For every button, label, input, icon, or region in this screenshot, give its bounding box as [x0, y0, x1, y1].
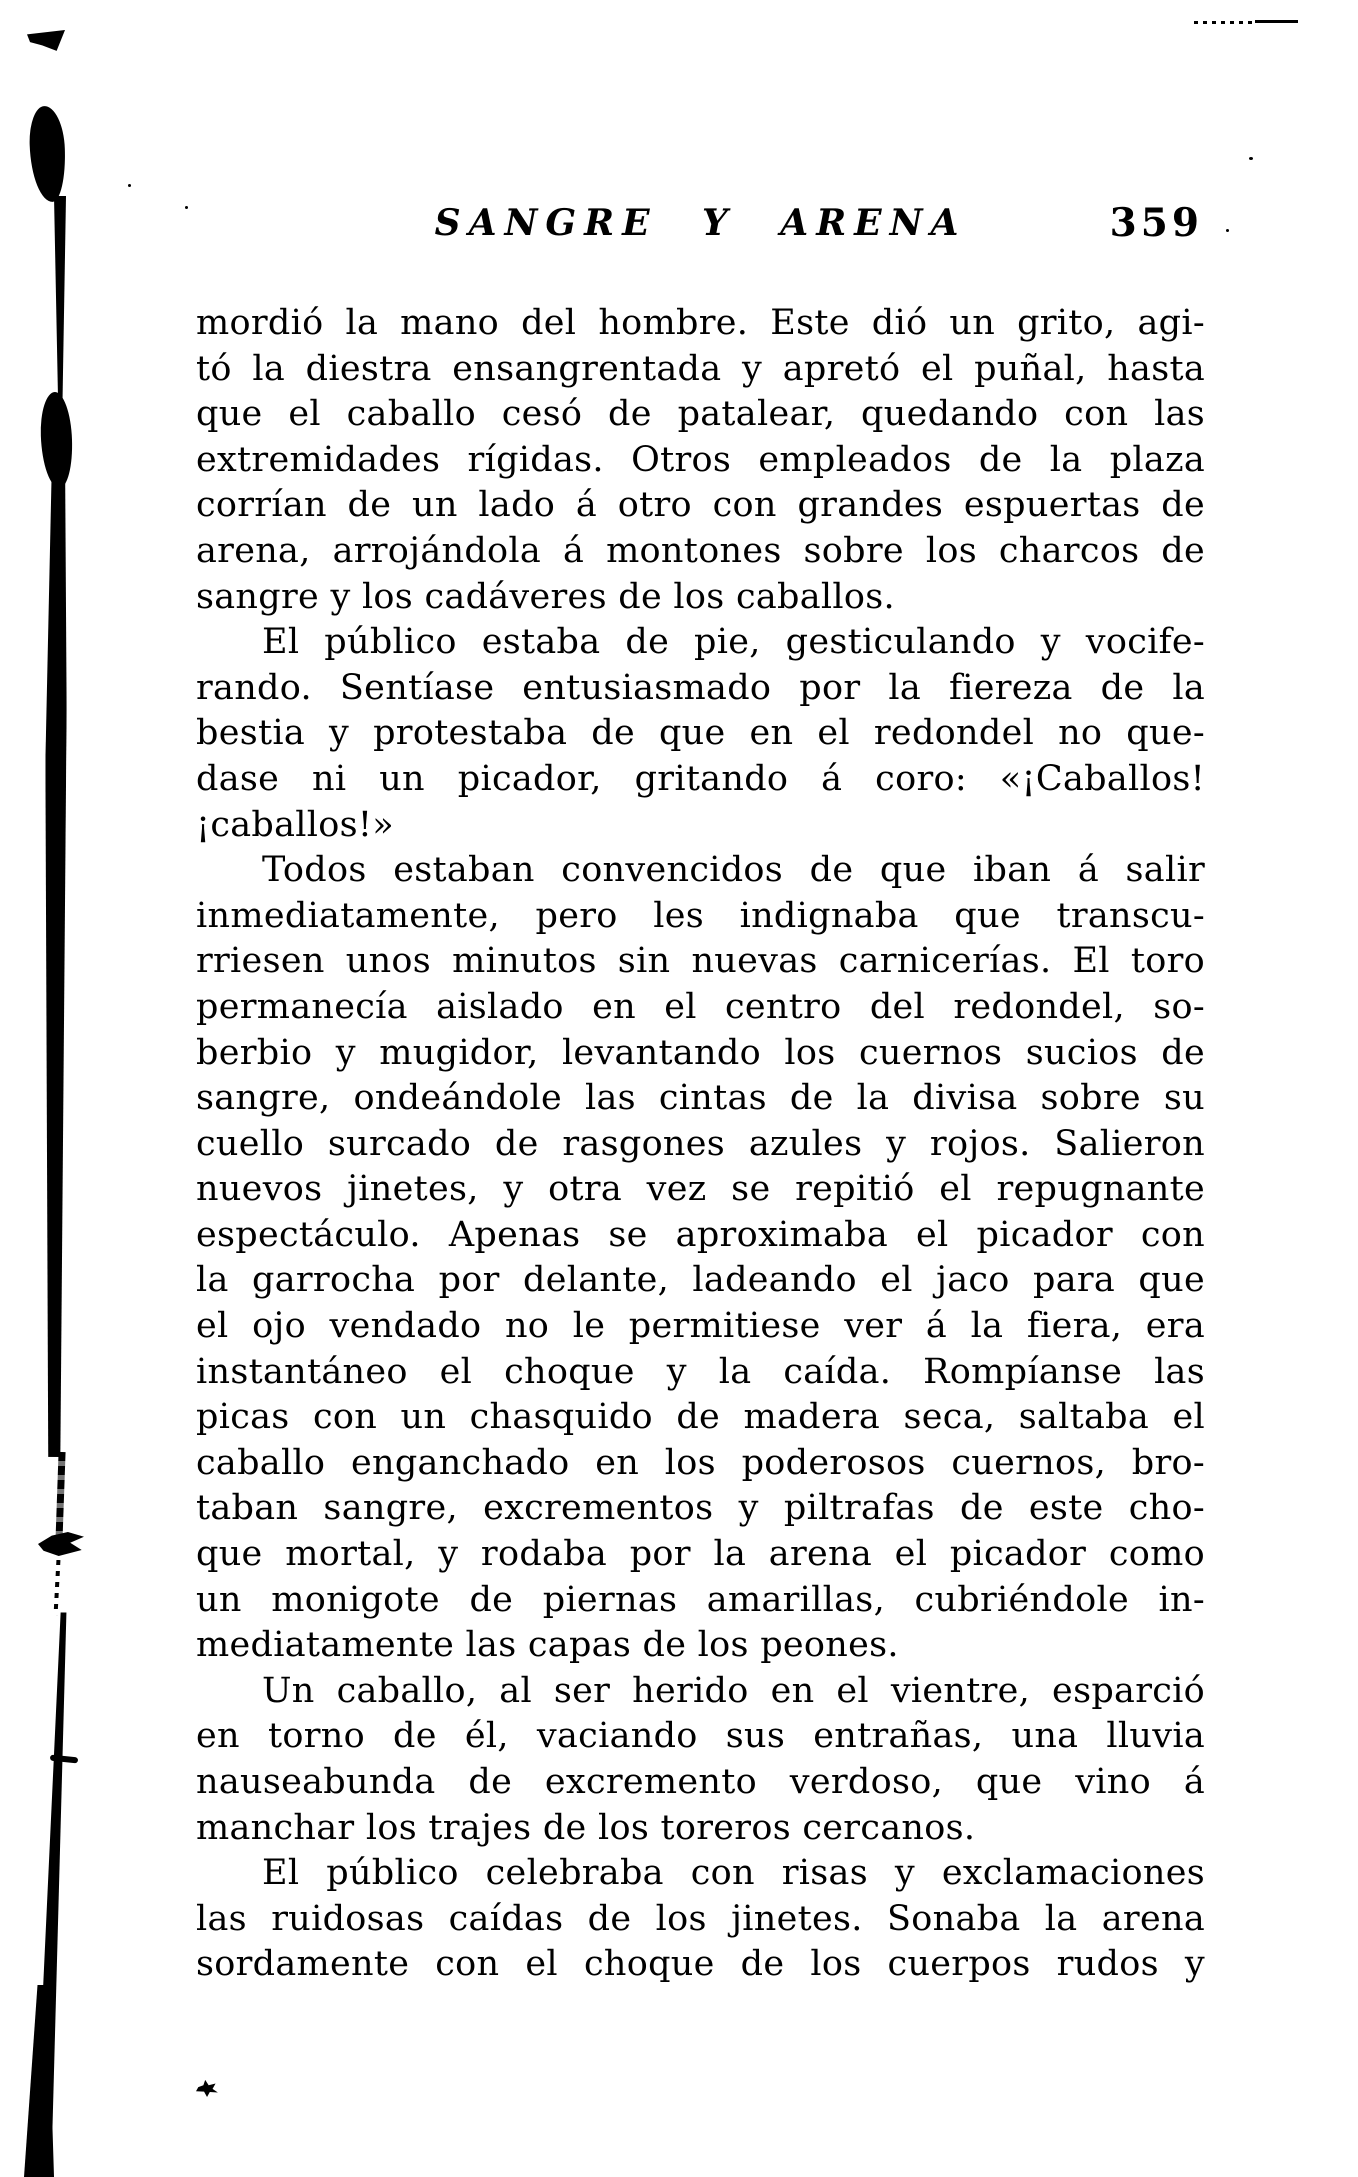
text-line: un monigote de piernas amarillas, cubriéndole in-: [196, 1579, 1205, 1620]
dust-speck: [185, 206, 188, 209]
text-line: picas con un chasquido de madera seca, saltaba el: [196, 1397, 1205, 1438]
text-line: ¡caballos!»: [196, 804, 395, 845]
text-line: El público celebraba con risas y exclamaciones: [262, 1853, 1205, 1894]
text-line: que mortal, y rodaba por la arena el picador como: [196, 1534, 1205, 1575]
text-line: caballo enganchado en los poderosos cuernos, bro-: [196, 1442, 1205, 1483]
text-block: [196, 301, 1205, 1988]
text-line: espectáculo. Apenas se aproximaba el picador con: [196, 1214, 1205, 1255]
text-line: berbio y mugidor, levantando los cuernos sucios de: [196, 1032, 1205, 1073]
text-line: Todos estaban convencidos de que iban á salir: [262, 850, 1205, 891]
ink-blot-arrow: [38, 1532, 84, 1556]
page-number: 359: [1109, 200, 1203, 246]
dust-speck: [128, 184, 131, 187]
text-line: inmediatamente, pero les indignaba que transcu-: [196, 895, 1205, 936]
dotted-rule-top-right: [1194, 21, 1254, 24]
text-line: El público estaba de pie, gesticulando y vocife-: [262, 622, 1205, 663]
text-line: sangre, ondeándole las cintas de la divisa sobre su: [196, 1078, 1205, 1119]
ink-blot-top-left: [27, 30, 65, 52]
text-line: cuello surcado de rasgones azules y rojos. Salieron: [196, 1123, 1205, 1164]
text-line: en torno de él, vaciando sus entrañas, una lluvia: [196, 1716, 1205, 1757]
gutter-shadow-bar: [41, 462, 70, 1457]
dust-speck: [1249, 157, 1253, 160]
text-line: permanecía aislado en el centro del redondel, so-: [196, 986, 1205, 1027]
text-line: instantáneo el choque y la caída. Rompíanse las: [196, 1351, 1205, 1392]
text-line: mediatamente las capas de los peones.: [196, 1625, 899, 1666]
solid-rule-top-right: [1255, 20, 1298, 23]
ink-blot-bottom: [196, 2079, 219, 2097]
gutter-shadow-blob-upper: [28, 105, 66, 202]
text-line: sordamente con el choque de los cuerpos rudos y: [196, 1944, 1205, 1985]
dust-speck: [1226, 229, 1229, 232]
text-line: dase ni un picador, gritando á coro: «¡Caballos!: [196, 758, 1205, 799]
text-line: nuevos jinetes, y otra vez se repitió el repugnante: [196, 1169, 1205, 1210]
gutter-shadow-dots: [54, 1560, 61, 1615]
text-line: bestia y protestaba de que en el redondel no que-: [196, 713, 1205, 754]
text-line: las ruidosas caídas de los jinetes. Sonaba la arena: [196, 1898, 1205, 1939]
text-line: taban sangre, excrementos y piltrafas de este cho-: [196, 1488, 1205, 1529]
text-line: la garrocha por delante, ladeando el jaco para que: [196, 1260, 1205, 1301]
running-title: SANGRE Y ARENA: [434, 202, 967, 244]
text-line: rriesen unos minutos sin nuevas carnicerías. El toro: [196, 941, 1205, 982]
text-line: el ojo vendado no le permitiese ver á la fiera, era: [196, 1306, 1205, 1347]
page-header: [196, 198, 1205, 252]
text-line: corrían de un lado á otro con grandes espuertas de: [196, 485, 1205, 526]
text-line: nauseabunda de excremento verdoso, que vino á: [196, 1762, 1205, 1802]
text-line: mordió la mano del hombre. Este dió un grito, agi-: [196, 303, 1205, 343]
gutter-shadow-taper: [54, 196, 66, 408]
text-line: que el caballo cesó de patalear, quedando con las: [196, 394, 1205, 435]
gutter-shadow-thin: [55, 1452, 65, 1542]
text-line: manchar los trajes de los toreros cercanos.: [196, 1807, 976, 1848]
text-line: sangre y los cadáveres de los caballos.: [196, 576, 895, 617]
text-line: arena, arrojándola á montones sobre los charcos de: [196, 530, 1205, 571]
text-line: tó la diestra ensangrentada y apretó el puñal, hasta: [196, 348, 1205, 389]
text-line: Un caballo, al ser herido en el vientre, esparció: [262, 1670, 1205, 1711]
text-line: rando. Sentíase entusiasmado por la fiereza de la: [196, 667, 1205, 708]
text-line: extremidades rígidas. Otros empleados de la plaza: [196, 439, 1205, 480]
